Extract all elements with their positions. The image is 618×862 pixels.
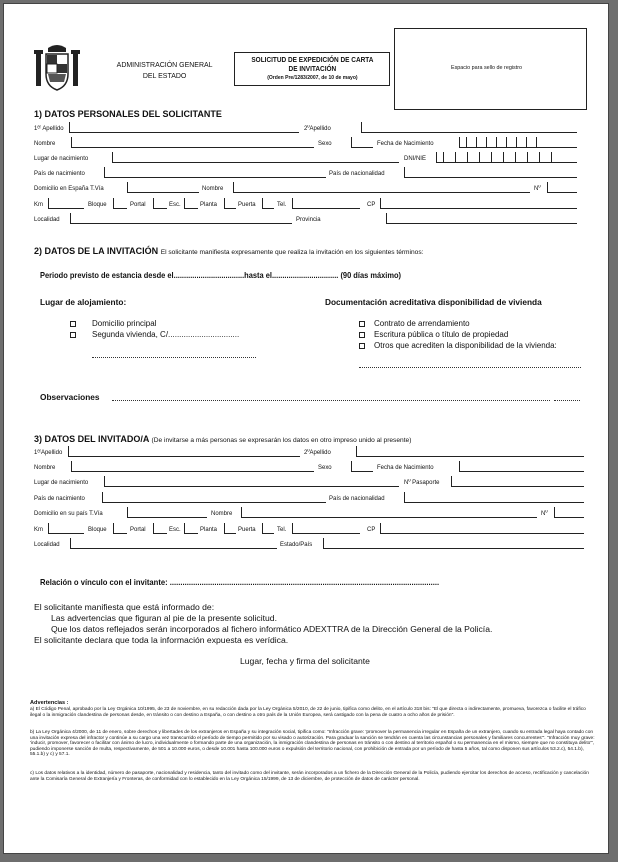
- alojamiento-address-line[interactable]: [92, 357, 256, 358]
- cell-divider: [455, 152, 456, 162]
- s1-localidad-field[interactable]: [70, 213, 292, 224]
- section3-subtitle: (De invitarse a más personas se expresarán los datos en otro impreso unido al presente): [151, 437, 412, 444]
- s1-nombre-field[interactable]: [71, 137, 314, 148]
- periodo-text: Periodo previsto de estancia desde el..................................hasta el................................ (90 días máximo): [40, 270, 402, 280]
- cell-divider: [479, 152, 480, 162]
- s1-km-label: Km: [34, 201, 43, 208]
- relacion-text: Relación o vínculo con el invitante: ...............................................................................................................................: [40, 577, 440, 587]
- cell-divider: [516, 137, 517, 147]
- s3-sexo-field[interactable]: [351, 461, 373, 472]
- s1-sexo-label: Sexo: [318, 140, 332, 147]
- s3-cp-field[interactable]: [380, 523, 584, 534]
- s3-planta-field[interactable]: [224, 523, 236, 534]
- cell-divider: [515, 152, 516, 162]
- s3-pasaporte-label: Nº Pasaporte: [404, 479, 440, 486]
- s1-esc-label: Esc.: [169, 201, 181, 208]
- s1-tel-label: Tel.: [277, 201, 287, 208]
- s1-provincia-field[interactable]: [386, 213, 577, 224]
- documentacion-option-1: Escritura pública o título de propiedad: [374, 330, 509, 339]
- documentacion-option-0: Contrato de arrendamiento: [374, 319, 470, 328]
- s1-km-field[interactable]: [48, 198, 84, 209]
- cell-divider: [551, 152, 552, 162]
- alojamiento-option-1: Segunda vivienda, C/................................: [92, 330, 240, 339]
- s1-numero-field[interactable]: [547, 182, 577, 193]
- s1-lugar-label: Lugar de nacimiento: [34, 155, 89, 162]
- observaciones-line[interactable]: [112, 400, 550, 401]
- s1-bloque-label: Bloque: [88, 201, 107, 208]
- documentacion-option-0-checkbox[interactable]: [359, 321, 365, 327]
- s1-bloque-field[interactable]: [113, 198, 127, 209]
- s1-paisnac-label: País de nacimiento: [34, 170, 85, 177]
- s3-sexo-label: Sexo: [318, 464, 332, 471]
- warnings-title: Advertencias :: [30, 700, 69, 706]
- section3-title: [34, 434, 411, 444]
- section2-title-text: 2) DATOS DE LA INVITACIÓN: [34, 246, 159, 256]
- documentacion-title: Documentación acreditativa disponibilidad de vivienda: [325, 297, 542, 307]
- s1-cp-field[interactable]: [380, 198, 577, 209]
- s1-fecha-field[interactable]: [459, 137, 577, 148]
- cell-divider: [486, 137, 487, 147]
- s1-cp-label: CP: [367, 201, 376, 208]
- title-line1: SOLICITUD DE EXPEDICIÓN DE CARTA: [251, 55, 374, 64]
- cell-divider: [539, 152, 540, 162]
- cell-divider: [491, 152, 492, 162]
- declaration-line1: El solicitante manifiesta que está informado de:: [34, 602, 215, 612]
- observaciones-label: Observaciones: [40, 392, 100, 402]
- s3-puerta-field[interactable]: [262, 523, 274, 534]
- alojamiento-option-0-checkbox[interactable]: [70, 321, 76, 327]
- s1-apellido1-field[interactable]: [69, 122, 299, 133]
- s3-esc-field[interactable]: [184, 523, 198, 534]
- cell-divider: [506, 137, 507, 147]
- s3-apellido2-field[interactable]: [356, 446, 584, 457]
- s1-domicilio-label: Domicilio en España T.Vía: [34, 185, 104, 192]
- s1-apellido1-label: 1ᵉʳ Apellido: [34, 125, 64, 132]
- s3-nombrevia-label: Nombre: [211, 510, 233, 517]
- s1-puerta-label: Puerta: [238, 201, 256, 208]
- s1-planta-field[interactable]: [224, 198, 236, 209]
- s3-apellido1-field[interactable]: [68, 446, 300, 457]
- cell-divider: [536, 137, 537, 147]
- s3-tel-field[interactable]: [292, 523, 360, 534]
- s3-numero-field[interactable]: [554, 507, 584, 518]
- stamp-text: Espacio para sello de registro: [451, 65, 523, 71]
- declaration-line3: Que los datos reflejados serán incorporados al fichero informático ADEXTTRA de la Dirección General de la Policía.: [51, 624, 493, 634]
- s1-localidad-label: Localidad: [34, 216, 60, 223]
- s1-nombrevia-field[interactable]: [233, 182, 530, 193]
- warning-c: c) Los datos relativos a la identidad, número de pasaporte, nacionalidad y residencia, tanto del invitado como del invitante, serán incorporados a un fichero de la Dirección General de la Policía, pudiendo ejercitar los derechos de acceso, rectificación y cancelación ante la Comisaría General de Extranjería y Fronteras, de conformidad con lo establecido en la Ley Orgánica 15/1999, de 13 de diciembre, de protección de datos de carácter personal.: [30, 771, 589, 782]
- s3-apellido1-label: 1ᵉʳApellido: [34, 449, 63, 456]
- s1-nombrevia-label: Nombre: [202, 185, 224, 192]
- warning-b: b) La Ley Orgánica 4/2000, de 11 de enero, sobre derechos y libertades de los extranjeros en España y su integración social, tipifica como: "Infracción grave: 'promover la permanencia irregular en España de un extranjero, cuando su entrada legal haya contado con una invitación expresa del infractor y continúe a su cargo una vez transcurrido el período de tiempo permitido por su visado o autorización. Para graduar la sanción se tendrán en cuenta las circunstancias personales y familiares concurrentes'". "Infracción muy grave: 'inducir, promover, favorecer o facilitar con ánimo de lucro, individualmente o formando parte de una organización, la inmigración clandestina de personas en tránsito o con destino al territorio español o su permanencia en el mismo, siempre que no constituya delito'", pudiendo imponerse sanción de multa, respectivamente, de 501 a 10.000 euros, o desde 10.001 hasta 100.000 euros o expulsión del territorio nacional, con prohibición de entrada por un período de hasta 5 años, tal como disponen sus artículos 53.2.c), 54.1.b), 55.1.b) y c) y 57.1.: [30, 730, 595, 758]
- s3-localidad-label: Localidad: [34, 541, 60, 548]
- cell-divider: [526, 137, 527, 147]
- stamp-box: [394, 28, 587, 110]
- s3-paisnac-field[interactable]: [102, 492, 326, 503]
- s3-nombrevia-field[interactable]: [241, 507, 537, 518]
- title-box: [234, 52, 390, 86]
- s3-estado-field[interactable]: [323, 538, 584, 549]
- title-order: (Orden Pre/1283/2007, de 10 de mayo): [267, 75, 358, 81]
- s3-planta-label: Planta: [200, 526, 217, 533]
- s3-localidad-field[interactable]: [70, 538, 277, 549]
- section1-title: 1) DATOS PERSONALES DEL SOLICITANTE: [34, 109, 222, 119]
- cell-divider: [527, 152, 528, 162]
- s3-apellido2-label: 2ºApellido: [304, 449, 331, 456]
- s1-fecha-label: Fecha de Nacimiento: [377, 140, 434, 147]
- cell-divider: [467, 152, 468, 162]
- s3-bloque-label: Bloque: [88, 526, 107, 533]
- alojamiento-option-1-checkbox[interactable]: [70, 332, 76, 338]
- section2-subtitle: El solicitante manifiesta expresamente que realiza la invitación en los siguientes términos:: [160, 249, 424, 256]
- s1-numero-label: Nº: [534, 185, 541, 192]
- observaciones-line-end[interactable]: [554, 400, 580, 401]
- form-page: [3, 3, 609, 854]
- s3-fecha-label: Fecha de Nacimiento: [377, 464, 434, 471]
- s1-dni-label: DNI/NIE: [404, 155, 426, 162]
- s3-tvia-field[interactable]: [127, 507, 207, 518]
- s1-esc-field[interactable]: [184, 198, 198, 209]
- s1-portal-field[interactable]: [153, 198, 167, 209]
- s3-pasaporte-field[interactable]: [451, 476, 584, 487]
- s3-fecha-field[interactable]: [459, 461, 584, 472]
- alojamiento-option-0: Domicilio principal: [92, 319, 157, 328]
- s1-provincia-label: Provincia: [296, 216, 321, 223]
- s1-portal-label: Portal: [130, 201, 146, 208]
- s3-nombre-field[interactable]: [71, 461, 314, 472]
- s1-sexo-field[interactable]: [351, 137, 373, 148]
- s3-lugar-field[interactable]: [104, 476, 399, 487]
- s1-tel-field[interactable]: [292, 198, 360, 209]
- alojamiento-title: Lugar de alojamiento:: [40, 297, 127, 307]
- s3-paisnacionalidad-field[interactable]: [404, 492, 584, 503]
- s3-estado-label: Estado/País: [280, 541, 313, 548]
- s3-domicilio-label: Domicilio en su país T.Vía: [34, 510, 103, 517]
- s1-nombre-label: Nombre: [34, 140, 56, 147]
- s1-paisnac-field[interactable]: [104, 167, 326, 178]
- admin-line1: ADMINISTRACIÓN GENERAL: [116, 60, 213, 69]
- s1-apellido2-field[interactable]: [361, 122, 577, 133]
- cell-divider: [503, 152, 504, 162]
- s3-puerta-label: Puerta: [238, 526, 256, 533]
- declaration-line2: Las advertencias que figuran al pie de la presente solicitud.: [51, 613, 277, 623]
- documentacion-option-2-checkbox[interactable]: [359, 343, 365, 349]
- s3-tel-label: Tel.: [277, 526, 287, 533]
- s3-nombre-label: Nombre: [34, 464, 56, 471]
- s1-lugar-field[interactable]: [112, 152, 399, 163]
- s3-portal-field[interactable]: [153, 523, 167, 534]
- documentacion-option-2: Otros que acrediten la disponibilidad de la vivienda:: [374, 341, 557, 350]
- admin-line2: DEL ESTADO: [142, 71, 187, 80]
- s3-numero-label: Nº: [541, 510, 548, 517]
- s3-cp-label: CP: [367, 526, 376, 533]
- title-line2: DE INVITACIÓN: [288, 64, 337, 73]
- cell-divider: [476, 137, 477, 147]
- cell-divider: [496, 137, 497, 147]
- s1-tvia-field[interactable]: [127, 182, 199, 193]
- s1-dni-field[interactable]: [436, 152, 577, 163]
- s3-esc-label: Esc.: [169, 526, 181, 533]
- warning-a: a) El Código Penal, aprobado por la Ley Orgánica 10/1995, de 23 de noviembre, en su redacción dada por la Ley Orgánica 5/2010, de 22 de junio, tipifica como delito, en el artículo 318 bis: "El que directa o indirectamente, promueva, favorezca o facilite el tráfico ilegal o la inmigración clandestina de personas desde, en tránsito o con destino a España, o con destino a otro país de la Unión Europea, será castigado con la pena de cuatro a ocho años de prisión".: [30, 707, 586, 718]
- s1-paisnacionalidad-field[interactable]: [404, 167, 577, 178]
- s3-km-field[interactable]: [48, 523, 84, 534]
- documentacion-other-line[interactable]: [359, 367, 581, 368]
- s1-planta-label: Planta: [200, 201, 217, 208]
- section3-title-text: 3) DATOS DEL INVITADO/A: [34, 434, 150, 444]
- declaration-line4: El solicitante declara que toda la información expuesta es verídica.: [34, 635, 289, 645]
- cell-divider: [443, 152, 444, 162]
- cell-divider: [466, 137, 467, 147]
- s3-portal-label: Portal: [130, 526, 146, 533]
- s3-paisnac-label: País de nacimiento: [34, 495, 85, 502]
- signature-label: Lugar, fecha y firma del solicitante: [240, 656, 370, 666]
- documentacion-option-1-checkbox[interactable]: [359, 332, 365, 338]
- s1-paisnacionalidad-label: País de nacionalidad: [329, 170, 385, 177]
- s3-lugar-label: Lugar de nacimiento: [34, 479, 89, 486]
- s3-km-label: Km: [34, 526, 43, 533]
- s3-paisnacionalidad-label: País de nacionalidad: [329, 495, 385, 502]
- s1-apellido2-label: 2ºApellido: [304, 125, 331, 132]
- s1-puerta-field[interactable]: [262, 198, 274, 209]
- s3-bloque-field[interactable]: [113, 523, 127, 534]
- coat-of-arms-icon: [34, 44, 80, 92]
- section2-title: [34, 246, 423, 256]
